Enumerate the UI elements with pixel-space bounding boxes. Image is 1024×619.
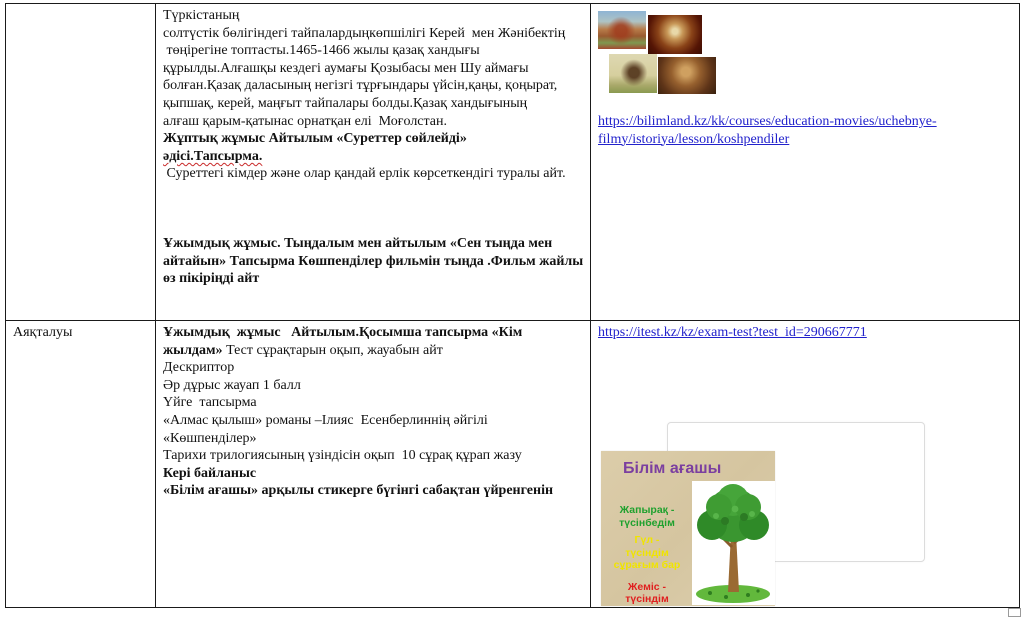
flower-label-line: сұрағым бар (613, 559, 681, 571)
leaf-label-line: Жапырақ - (619, 504, 675, 516)
pair-work-heading: Жұптық жұмыс Айтылым «Суреттер сөйлейді» (163, 131, 467, 147)
group-work-intro-regular: Тест сұрақтарын оқып, жауабын айт (222, 342, 443, 358)
lesson-plan-table (5, 3, 1020, 608)
horseback-archer-image (598, 11, 646, 49)
rearing-horseman-image (609, 54, 657, 93)
bilim-agashy-poster (601, 451, 775, 606)
group-work-intro-bold: Ұжымдық жұмыс Айтылым.Қосымша тапсырма «Кім жылдам» (163, 325, 526, 358)
poster-title: Білім ағашы (623, 460, 722, 477)
text-line: Түркістаның (163, 8, 240, 23)
stage-cell-row1-empty (6, 4, 156, 321)
tree-illustration (692, 481, 775, 605)
resources-cell-row1 (591, 4, 1020, 321)
poster-legend (601, 504, 693, 606)
resources-cell-row2 (591, 321, 1020, 608)
bilimland-link[interactable]: https://bilimland.kz/kk/courses/education-movies/uchebnye-filmy/istoriya/lesson/koshpendiler (598, 114, 937, 147)
text-line: солтүстік бөлігіндегі тайпалардыңкөпшілігі Керей мен Жәнібектің (163, 25, 566, 41)
stage-label: Аяқталуы (13, 325, 73, 340)
group-work-intro (163, 324, 584, 359)
feedback-heading: Кері байланыс (163, 465, 257, 481)
text-line: құрылды.Алғашқы кездегі аумағы Қозыбасы мен Шу аймағы (163, 60, 529, 76)
text-line: Тарихи трилогиясының үзіндісін оқып 10 сұрақ құрап жазу (163, 448, 522, 464)
leaf-label (601, 504, 693, 529)
armored-warrior-image (658, 57, 716, 94)
text-line: болған.Қазақ даласының негізгі тұрғындары үйсін,қаңы, қоңырат, (163, 78, 558, 94)
fruit-label (601, 581, 693, 606)
pair-work-method-line (163, 148, 584, 166)
stage-cell-row2 (6, 321, 156, 608)
fruit-label-line: түсіндім (625, 593, 669, 605)
history-images-collage (598, 9, 1013, 97)
table-resize-handle[interactable] (1008, 608, 1021, 617)
flower-label (601, 534, 693, 572)
text-line: Дескриптор (163, 360, 235, 376)
knowledge-tree-image (692, 481, 775, 605)
feedback-description: «Білім ағашы» арқылы стикерге бүгінгі сабақтан үйренгенін (163, 483, 554, 499)
khan-elder-portrait-image (648, 15, 702, 54)
flower-label-line: Гүл - (634, 534, 660, 546)
lesson-content-cell-row2 (156, 321, 591, 608)
text-line: Үйге тапсырма (163, 395, 257, 411)
text-line: алғаш қарым-қатынас орнатқан елі Моғолстан. (163, 113, 448, 129)
text-line: төңірегіне топтасты.1465-1466 жылы қазақ хандығы (163, 43, 480, 59)
text-line: «Алмас қылыш» романы –Ілияс Есенберлиннің әйгілі (163, 412, 488, 428)
lesson-content-cell-row1 (156, 4, 591, 321)
spellchecked-text: әдісі.Тапсырма. (163, 148, 263, 164)
text-line: «Көшпенділер» (163, 430, 257, 446)
group-work-heading: Ұжымдық жұмыс. Тыңдалым мен айтылым «Сен тыңда мен айтайын» Тапсырма Көшпенділер фильмін тыңда .Фильм жайлы өз пікіріңді айт (163, 235, 587, 287)
text-line: қыпшақ, керей, маңғыт тайпалары болды.Қазақ хандығының (163, 95, 528, 111)
fruit-label-line: Жеміс - (627, 580, 667, 593)
leaf-label-line: түсінбедім (619, 516, 675, 529)
flower-label-line: түсіндім (625, 546, 669, 559)
itest-link[interactable]: https://itest.kz/kz/exam-test?test_id=290667771 (598, 325, 867, 340)
text-line: Әр дұрыс жауап 1 балл (163, 377, 301, 393)
task-description: Суреттегі кімдер және олар қандай ерлік көрсеткендігі туралы айт. (163, 166, 566, 182)
